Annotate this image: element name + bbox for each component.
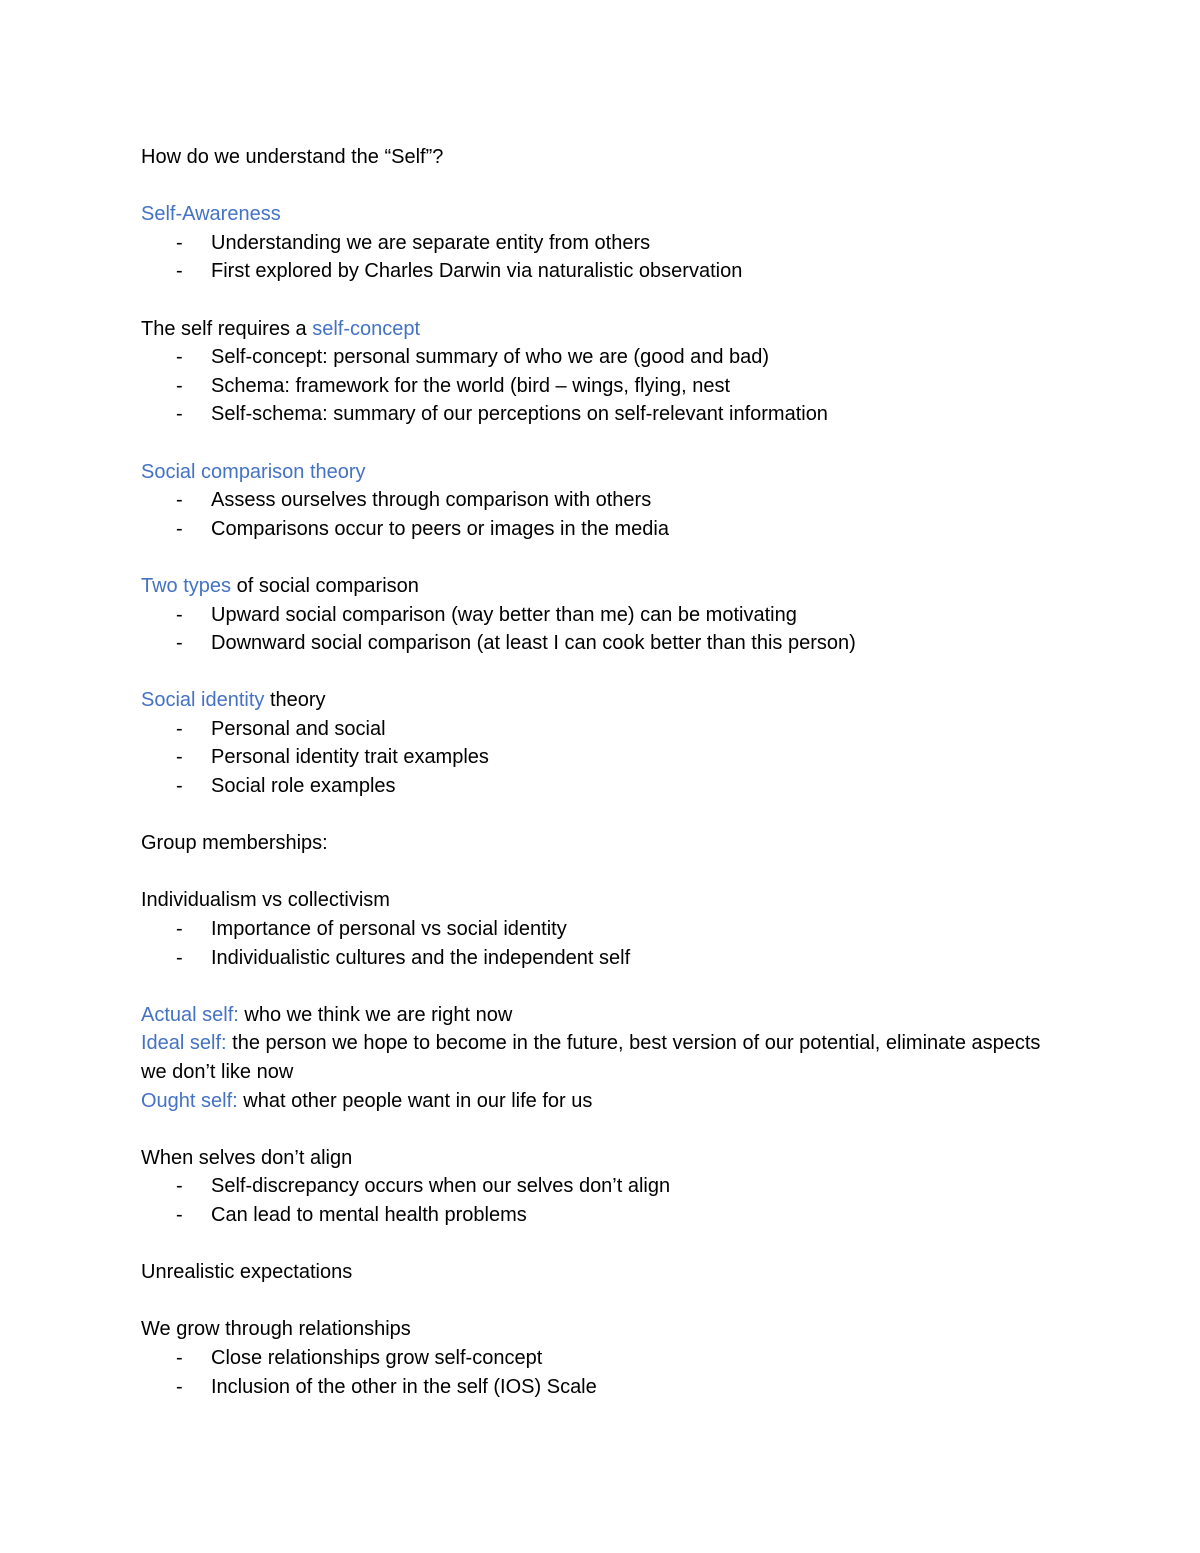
text-run: Individualism vs collectivism <box>141 889 390 912</box>
highlighted-term: Ideal self: <box>141 1032 227 1055</box>
definition-line <box>141 1029 1061 1086</box>
list-item <box>141 915 1061 944</box>
dash-bullet-icon: - <box>176 918 183 941</box>
document-title: How do we understand the “Self”? <box>141 146 444 168</box>
list-item-text: Self-discrepancy occurs when our selves don’t align <box>211 1175 671 1198</box>
list-item-text: Schema: framework for the world (bird – wings, flying, nest <box>211 374 731 397</box>
section-heading <box>141 315 1061 344</box>
highlighted-term: Social comparison theory <box>141 460 366 483</box>
list-item-text: Personal and social <box>211 717 386 740</box>
bullet-list <box>141 715 1061 801</box>
dash-bullet-icon: - <box>176 603 183 626</box>
list-item <box>141 1172 1061 1201</box>
highlighted-term: Actual self: <box>141 1003 239 1026</box>
section <box>141 458 1061 544</box>
list-item <box>141 515 1061 544</box>
list-item <box>141 400 1061 429</box>
dash-bullet-icon: - <box>176 231 183 254</box>
section <box>141 200 1061 286</box>
spacer <box>141 172 1061 201</box>
section <box>141 886 1061 972</box>
dash-bullet-icon: - <box>176 403 183 426</box>
definition-line <box>141 1001 1061 1030</box>
spacer <box>141 858 1061 887</box>
dash-bullet-icon: - <box>176 717 183 740</box>
section <box>141 1144 1061 1230</box>
spacer <box>141 972 1061 1001</box>
dash-bullet-icon: - <box>176 489 183 512</box>
section-heading <box>141 1144 1061 1173</box>
text-run: The self requires a <box>141 317 313 340</box>
bullet-list <box>141 486 1061 543</box>
list-item-text: Can lead to mental health problems <box>211 1203 527 1226</box>
list-item-text: Importance of personal vs social identity <box>211 918 567 941</box>
list-item-text: Close relationships grow self-concept <box>211 1346 543 1369</box>
list-item-text: Downward social comparison (at least I can cook better than this person) <box>211 632 856 655</box>
text-run: who we think we are right now <box>238 1003 513 1026</box>
dash-bullet-icon: - <box>176 374 183 397</box>
dash-bullet-icon: - <box>176 775 183 798</box>
text-run: When selves don’t align <box>141 1146 353 1169</box>
list-item <box>141 343 1061 372</box>
text-run: the person we hope to become in the future, best version of our potential, eliminate aspects we don’t like now <box>141 1032 1046 1083</box>
section-heading <box>141 572 1061 601</box>
dash-bullet-icon: - <box>176 1346 183 1369</box>
bullet-list <box>141 601 1061 658</box>
text-run: of social comparison <box>231 574 419 597</box>
list-item <box>141 257 1061 286</box>
bullet-list <box>141 915 1061 972</box>
list-item-text: Social role examples <box>211 775 396 798</box>
dash-bullet-icon: - <box>176 260 183 283</box>
dash-bullet-icon: - <box>176 746 183 769</box>
list-item <box>141 1344 1061 1373</box>
list-item <box>141 486 1061 515</box>
list-item-text: First explored by Charles Darwin via naturalistic observation <box>211 260 743 283</box>
dash-bullet-icon: - <box>176 946 183 969</box>
list-item-text: Self-schema: summary of our perceptions on self-relevant information <box>211 403 828 426</box>
dash-bullet-icon: - <box>176 632 183 655</box>
spacer <box>141 429 1061 458</box>
text-run: We grow through relationships <box>141 1318 411 1341</box>
list-item <box>141 1201 1061 1230</box>
bullet-list <box>141 1344 1061 1401</box>
spacer <box>141 658 1061 687</box>
section <box>141 1001 1061 1115</box>
bullet-list <box>141 343 1061 429</box>
list-item-text: Upward social comparison (way better than me) can be motivating <box>211 603 797 626</box>
section <box>141 315 1061 429</box>
document-page <box>141 143 1061 1401</box>
list-item-text: Personal identity trait examples <box>211 746 489 769</box>
highlighted-term: Two types <box>141 574 232 597</box>
section <box>141 1315 1061 1401</box>
spacer <box>141 1115 1061 1144</box>
section-heading <box>141 1258 1061 1287</box>
list-item <box>141 944 1061 973</box>
section <box>141 829 1061 858</box>
section-heading <box>141 200 1061 229</box>
text-run: what other people want in our life for us <box>237 1089 593 1112</box>
dash-bullet-icon: - <box>176 1175 183 1198</box>
dash-bullet-icon: - <box>176 1375 183 1398</box>
section-heading <box>141 686 1061 715</box>
list-item-text: Understanding we are separate entity from others <box>211 231 651 254</box>
list-item <box>141 715 1061 744</box>
list-item <box>141 601 1061 630</box>
list-item-text: Comparisons occur to peers or images in the media <box>211 517 669 540</box>
text-run: Unrealistic expectations <box>141 1261 353 1284</box>
spacer <box>141 1230 1061 1259</box>
dash-bullet-icon: - <box>176 517 183 540</box>
dash-bullet-icon: - <box>176 1203 183 1226</box>
section-heading <box>141 886 1061 915</box>
text-run: Group memberships: <box>141 832 328 855</box>
list-item-text: Individualistic cultures and the independent self <box>211 946 631 969</box>
bullet-list <box>141 1172 1061 1229</box>
spacer <box>141 801 1061 830</box>
spacer <box>141 543 1061 572</box>
list-item-text: Self-concept: personal summary of who we are (good and bad) <box>211 346 770 369</box>
list-item <box>141 772 1061 801</box>
list-item <box>141 1373 1061 1402</box>
list-item <box>141 743 1061 772</box>
section <box>141 572 1061 658</box>
section-heading <box>141 458 1061 487</box>
bullet-list <box>141 229 1061 286</box>
dash-bullet-icon: - <box>176 346 183 369</box>
section-heading <box>141 1315 1061 1344</box>
document-body <box>141 200 1061 1401</box>
list-item <box>141 629 1061 658</box>
spacer <box>141 1287 1061 1316</box>
list-item-text: Assess ourselves through comparison with others <box>211 489 652 512</box>
highlighted-term: Ought self: <box>141 1089 238 1112</box>
section-heading <box>141 829 1061 858</box>
highlighted-term: Social identity <box>141 689 265 712</box>
highlighted-term: Self-Awareness <box>141 203 281 226</box>
list-item-text: Inclusion of the other in the self (IOS) Scale <box>211 1375 597 1398</box>
section <box>141 1258 1061 1287</box>
highlighted-term: self-concept <box>312 317 421 340</box>
section <box>141 686 1061 800</box>
text-run: theory <box>264 689 326 712</box>
definition-line <box>141 1087 1061 1116</box>
spacer <box>141 286 1061 315</box>
list-item <box>141 372 1061 401</box>
list-item <box>141 229 1061 258</box>
